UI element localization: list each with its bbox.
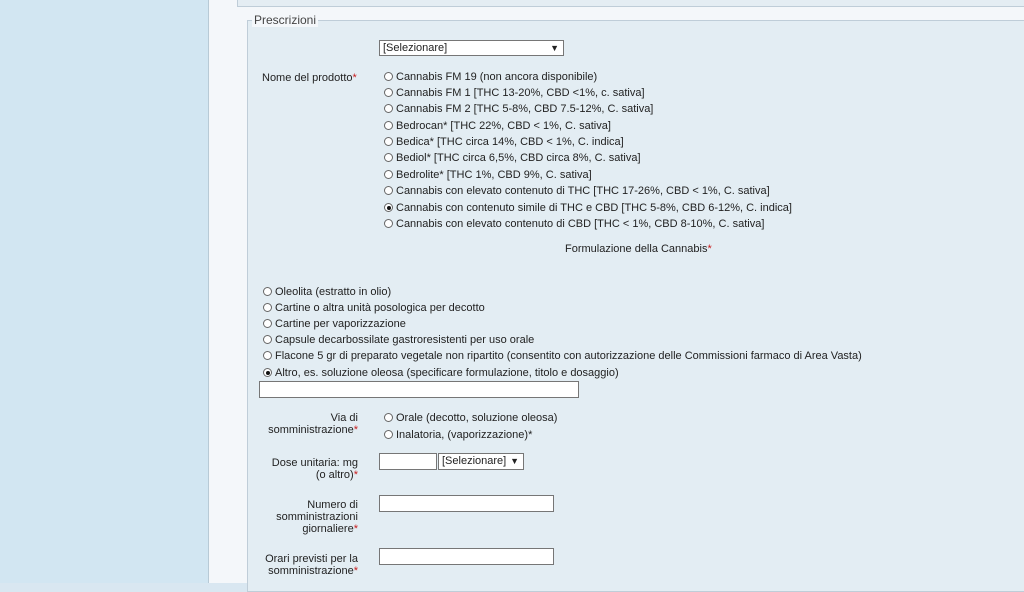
product-option[interactable]	[384, 202, 792, 214]
left-sidebar	[0, 0, 209, 583]
section-legend: Prescrizioni	[254, 13, 317, 27]
daily-label: Numero di somministrazioni giornaliere*	[276, 499, 358, 535]
radio-icon[interactable]	[384, 219, 393, 228]
dose-unit-select-value: [Selezionare]	[442, 455, 507, 467]
formulation-option-label: Oleolita (estratto in olio)	[275, 286, 392, 298]
radio-icon[interactable]	[263, 335, 272, 344]
route-label: Via di somministrazione*	[268, 412, 358, 436]
product-select[interactable]	[379, 40, 564, 56]
product-option[interactable]	[384, 169, 592, 181]
product-option[interactable]	[384, 71, 597, 83]
dose-input[interactable]	[379, 453, 437, 470]
formulation-option[interactable]	[263, 334, 534, 346]
schedule-label: Orari previsti per la somministrazione*	[265, 553, 358, 577]
formulation-title: Formulazione della Cannabis*	[565, 243, 712, 255]
product-label: Nome del prodotto*	[262, 72, 357, 84]
previous-section-box	[237, 0, 1024, 7]
formulation-option[interactable]	[263, 367, 619, 379]
product-option-label: Bediol* [THC circa 6,5%, CBD circa 8%, C. sativa]	[396, 152, 641, 164]
route-option[interactable]	[384, 429, 532, 441]
product-option-label: Cannabis con contenuto simile di THC e CBD [THC 5-8%, CBD 6-12%, C. indica]	[396, 202, 792, 214]
radio-icon[interactable]	[263, 303, 272, 312]
formulation-other-input[interactable]	[259, 381, 579, 398]
product-option[interactable]	[384, 136, 624, 148]
formulation-option-label: Capsule decarbossilate gastroresistenti per uso orale	[275, 334, 535, 346]
product-option-label: Bedica* [THC circa 14%, CBD < 1%, C. indica]	[396, 136, 624, 148]
radio-icon[interactable]	[384, 121, 393, 130]
radio-selected-icon[interactable]	[384, 203, 393, 212]
product-option[interactable]	[384, 185, 770, 197]
product-option-label: Cannabis FM 2 [THC 5-8%, CBD 7.5-12%, C. sativa]	[396, 103, 654, 115]
product-option[interactable]	[384, 218, 764, 230]
radio-selected-icon[interactable]	[263, 368, 272, 377]
product-option[interactable]	[384, 120, 611, 132]
radio-icon[interactable]	[263, 287, 272, 296]
radio-icon[interactable]	[384, 170, 393, 179]
radio-icon[interactable]	[384, 72, 393, 81]
radio-icon[interactable]	[384, 186, 393, 195]
product-option[interactable]	[384, 103, 653, 115]
formulation-option[interactable]	[263, 318, 406, 330]
formulation-option-label: Altro, es. soluzione oleosa (specificare formulazione, titolo e dosaggio)	[275, 367, 619, 379]
daily-count-input[interactable]	[379, 495, 554, 512]
chevron-down-icon: ▼	[510, 456, 519, 466]
product-option-label: Bedrolite* [THC 1%, CBD 9%, C. sativa]	[396, 169, 592, 181]
product-select-value: [Selezionare]	[383, 42, 448, 54]
radio-icon[interactable]	[384, 88, 393, 97]
route-option-label: Inalatoria, (vaporizzazione)*	[396, 429, 533, 441]
radio-icon[interactable]	[384, 413, 393, 422]
product-option[interactable]	[384, 152, 641, 164]
radio-icon[interactable]	[384, 104, 393, 113]
formulation-option-label: Cartine o altra unità posologica per decotto	[275, 302, 485, 314]
product-option-label: Cannabis con elevato contenuto di THC [THC 17-26%, CBD < 1%, C. sativa]	[396, 185, 770, 197]
product-option-label: Cannabis FM 19 (non ancora disponibile)	[396, 71, 598, 83]
radio-icon[interactable]	[384, 430, 393, 439]
product-option-label: Bedrocan* [THC 22%, CBD < 1%, C. sativa]	[396, 120, 611, 132]
radio-icon[interactable]	[384, 137, 393, 146]
formulation-option[interactable]	[263, 286, 391, 298]
radio-icon[interactable]	[263, 319, 272, 328]
schedule-input[interactable]	[379, 548, 554, 565]
radio-icon[interactable]	[384, 153, 393, 162]
product-option-label: Cannabis con elevato contenuto di CBD [THC < 1%, CBD 8-10%, C. sativa]	[396, 218, 765, 230]
formulation-option-label: Flacone 5 gr di preparato vegetale non ripartito (consentito con autorizzazione delle Commissioni farmaco di Area Vasta)	[275, 350, 862, 362]
product-option[interactable]	[384, 87, 645, 99]
chevron-down-icon: ▼	[550, 43, 559, 53]
formulation-option-label: Cartine per vaporizzazione	[275, 318, 406, 330]
product-option-label: Cannabis FM 1 [THC 13-20%, CBD <1%, c. sativa]	[396, 87, 645, 99]
dose-unit-select[interactable]	[438, 453, 524, 470]
route-option[interactable]	[384, 412, 557, 424]
formulation-option[interactable]	[263, 302, 485, 314]
dose-label: Dose unitaria: mg (o altro)*	[271, 457, 358, 481]
radio-icon[interactable]	[263, 351, 272, 360]
formulation-option[interactable]	[263, 350, 862, 362]
route-option-label: Orale (decotto, soluzione oleosa)	[396, 412, 558, 424]
